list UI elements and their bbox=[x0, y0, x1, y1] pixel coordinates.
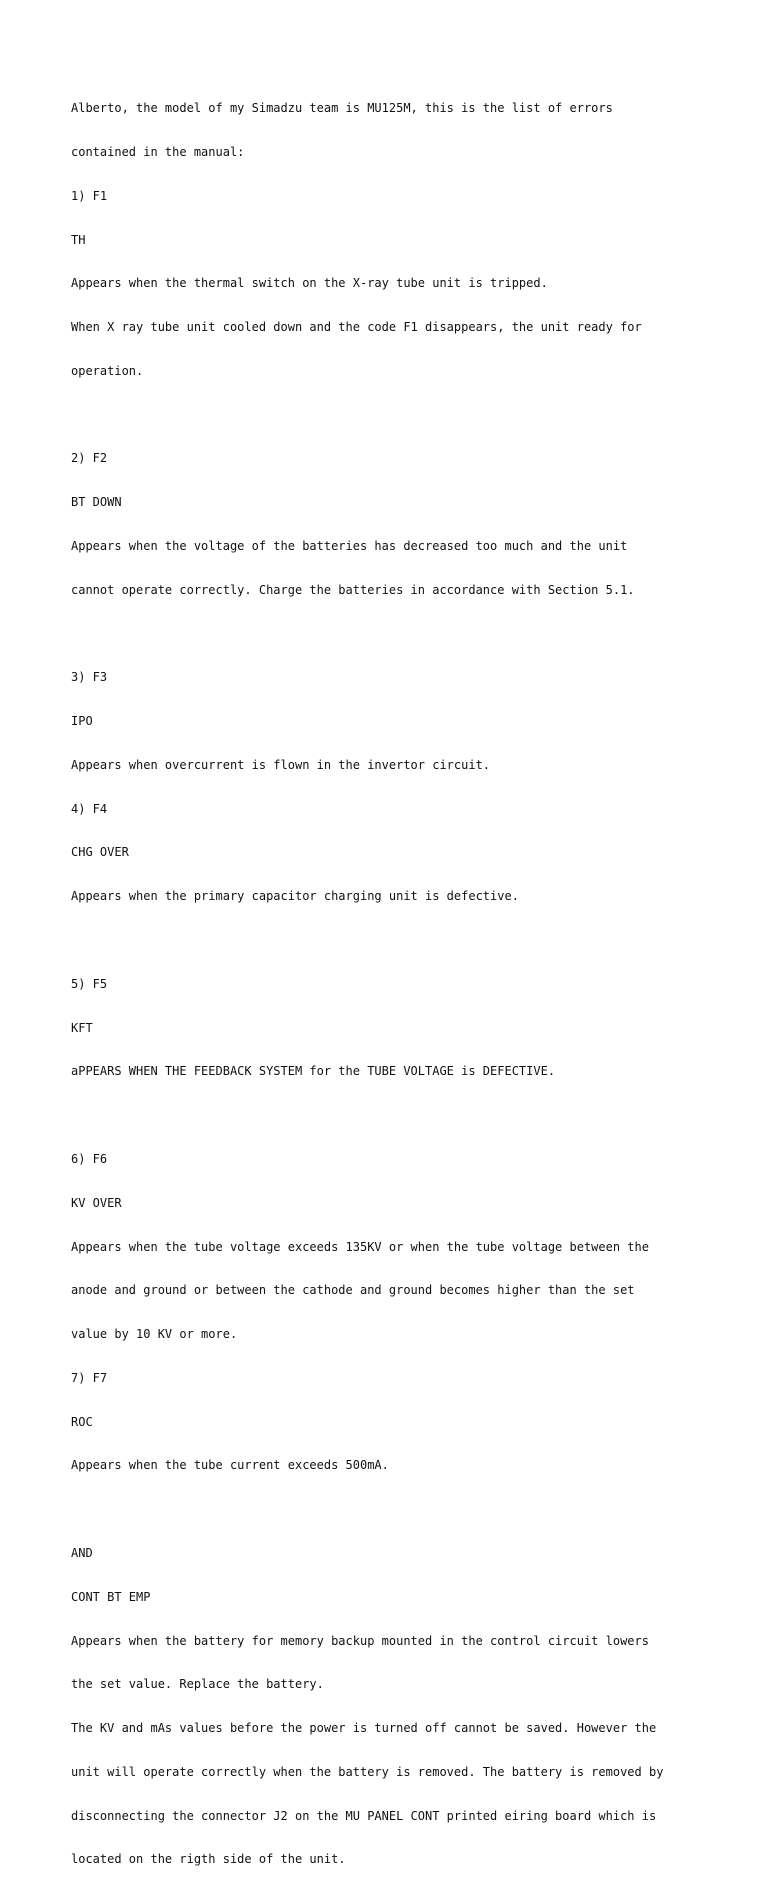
text-line: anode and ground or between the cathode and ground becomes higher than the set bbox=[71, 1283, 635, 1298]
text-line: CHG OVER bbox=[71, 845, 129, 860]
text-line: disconnecting the connector J2 on the MU PANEL CONT printed eiring board which is bbox=[71, 1808, 657, 1823]
blank-line bbox=[71, 627, 711, 642]
text-line: The KV and mAs values before the power is turned off cannot be saved. However the bbox=[71, 1721, 657, 1736]
text-line: Appears when the voltage of the batteries has decreased too much and the unit bbox=[71, 539, 628, 553]
text-line: 3) F3 bbox=[71, 670, 108, 685]
text-line: IPO bbox=[71, 714, 93, 729]
text-line: AND bbox=[71, 1545, 93, 1560]
text-line: When X ray tube unit cooled down and the code F1 disappears, the unit ready for bbox=[71, 320, 642, 335]
text-line: 4) F4 bbox=[71, 801, 108, 816]
text-line: Alberto, the model of my Simadzu team is MU125M, this is the list of errors bbox=[71, 101, 613, 116]
blank-line bbox=[71, 1108, 711, 1123]
text-line: CONT BT EMP bbox=[71, 1589, 151, 1604]
text-line: BT DOWN bbox=[71, 495, 122, 510]
text-line: KFT bbox=[71, 1020, 93, 1035]
text-line: Appears when the tube voltage exceeds 135KV or when the tube voltage between the bbox=[71, 1239, 649, 1254]
text-line: ROC bbox=[71, 1414, 93, 1429]
text-line: Appears when overcurrent is flown in the invertor circuit. bbox=[71, 757, 491, 772]
text-line: Appears when the primary capacitor charging unit is defective. bbox=[71, 889, 519, 904]
text-line: Appears when the tube current exceeds 500mA. bbox=[71, 1458, 389, 1473]
text-line: unit will operate correctly when the battery is removed. The battery is removed by bbox=[71, 1764, 664, 1779]
text-line: the set value. Replace the battery. bbox=[71, 1677, 324, 1692]
text-line: Appears when the thermal switch on the X-ray tube unit is tripped. bbox=[71, 276, 548, 291]
document-body bbox=[71, 72, 711, 1896]
text-line: KV OVER bbox=[71, 1195, 122, 1210]
blank-line bbox=[71, 933, 711, 948]
text-line: operation. bbox=[71, 363, 144, 378]
text-line: 6) F6 bbox=[71, 1151, 108, 1166]
text-line: aPPEARS WHEN THE FEEDBACK SYSTEM for the TUBE VOLTAGE is DEFECTIVE. bbox=[71, 1064, 556, 1079]
blank-line bbox=[71, 408, 711, 423]
text-line: 7) F7 bbox=[71, 1370, 108, 1385]
text-line: 2) F2 bbox=[71, 451, 108, 466]
text-line: 5) F5 bbox=[71, 976, 108, 991]
text-line: TH bbox=[71, 232, 86, 247]
text-line: value by 10 KV or more. bbox=[71, 1327, 238, 1342]
text-line: located on the rigth side of the unit. bbox=[71, 1852, 346, 1867]
blank-line bbox=[71, 1502, 711, 1517]
text-line: 1) F1 bbox=[71, 188, 108, 203]
text-line: Appears when the battery for memory backup mounted in the control circuit lowers bbox=[71, 1633, 649, 1648]
text-line: contained in the manual: bbox=[71, 144, 245, 159]
text-line: cannot operate correctly. Charge the batteries in accordance with Section 5.1. bbox=[71, 582, 635, 597]
